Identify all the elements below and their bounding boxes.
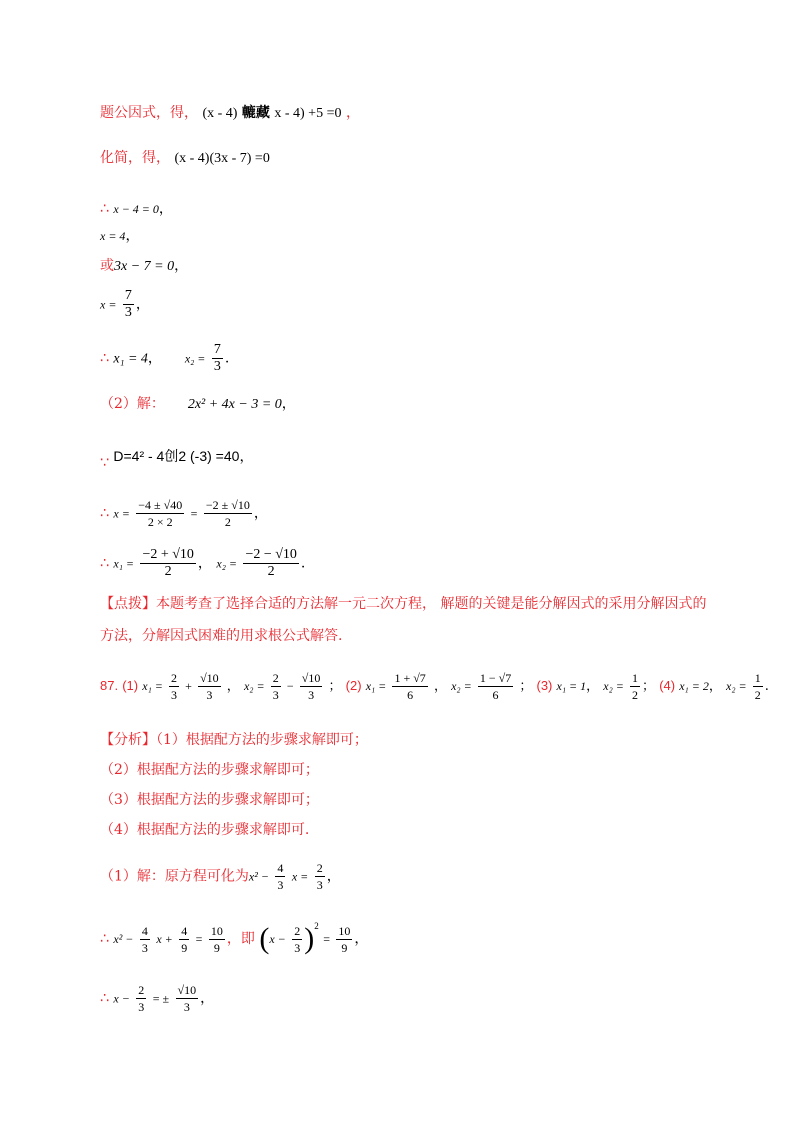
math-expr: x − 4 = 0: [113, 202, 159, 216]
math-expr: (x - 4)(3x - 7) =0: [174, 151, 270, 166]
fraction: $\frac{2}{3}$: [138, 983, 145, 1014]
tip-label: 【点拨】: [100, 596, 156, 612]
step-text: （1）解：原方程可化为: [100, 868, 249, 885]
fraction: $\frac{√10}{3}$: [177, 983, 197, 1014]
math-expr: x₂ =: [726, 679, 747, 693]
line-discriminant: [100, 446, 253, 473]
line-simplify: [100, 148, 270, 169]
therefore-symbol: ∴: [100, 931, 109, 947]
math-expr: (x - 4): [202, 106, 238, 121]
line-quadratic-formula: [100, 497, 268, 530]
line-x-equals-4: [100, 226, 139, 246]
punct: ，: [147, 350, 162, 367]
punct: ，: [200, 990, 215, 1007]
tip-text: 方法，分解因式困难的用求根公式解答.: [100, 628, 343, 644]
math-expr: x −: [269, 932, 286, 946]
math-expr: 3x − 7 = 0: [114, 259, 175, 274]
analysis-item: （1）根据配方法的步骤求解即可；: [156, 732, 368, 748]
line-x-seven-thirds: [100, 288, 150, 321]
line-roots-1: [100, 342, 229, 375]
fraction: $\frac{-2 \pm √10}{2}$: [205, 498, 250, 529]
therefore-symbol: ∴: [100, 350, 109, 367]
part-label: (2): [345, 678, 362, 693]
analysis-line-1: [100, 730, 368, 750]
fraction: $\frac{1}{2}$: [754, 671, 761, 702]
analysis-line-2: [100, 760, 319, 780]
fraction: $\frac{7}{3}$: [213, 342, 221, 374]
analysis-line-3: [100, 790, 319, 810]
line-or-eq: [100, 256, 188, 277]
punct: .: [224, 350, 230, 367]
tip-line-1: [100, 594, 706, 614]
fraction: $\frac{√10}{3}$: [200, 671, 219, 702]
math-expr: x² −: [113, 932, 134, 946]
line-factor-step: [100, 103, 360, 124]
math-expr: x₂ =: [451, 679, 472, 693]
math-expr: x² −: [248, 869, 269, 884]
math-expr: x₂ =: [216, 556, 237, 571]
tip-text: 本题考查了选择合适的方法解一元二次方程， 解题的关键是能分解因式的采用分解因式的: [156, 596, 707, 612]
therefore-symbol: ∴: [100, 990, 109, 1007]
punct: ，: [326, 868, 341, 885]
part-label: (1): [122, 678, 139, 693]
fraction: $\frac{10}{9}$: [338, 923, 351, 955]
exponent: 2: [314, 921, 319, 931]
punct: ，: [197, 555, 212, 572]
punct: ，: [174, 258, 189, 274]
math-expr: 2x² + 4x − 3 = 0: [187, 397, 282, 412]
punct: ，: [281, 396, 296, 412]
because-symbol: ∵: [100, 455, 109, 471]
punct: .: [300, 555, 306, 572]
fraction: $\frac{2}{3}$: [272, 671, 279, 702]
math-expr: x +: [156, 932, 173, 946]
problem-number: 87.: [100, 678, 119, 693]
math-expr: =: [190, 506, 198, 521]
solution-line-2: ∴ x² − $\frac{4}{3}$ x + $\frac{4}{9}$ = $\frac{10}{9}$ ，即 (x − $\frac{2}{3}$ )$^2$ = $\frac{10}{9}$ ，: [100, 921, 369, 955]
part-label: (3): [536, 678, 553, 693]
math-expr: x₁ =: [113, 556, 134, 571]
fraction: $\frac{√10}{3}$: [301, 671, 321, 702]
punct: ，: [345, 105, 360, 121]
solution-line-1: [100, 860, 341, 893]
tip-line-2: [100, 626, 342, 646]
math-expr: x₁ = 2: [679, 679, 709, 693]
fraction: $\frac{7}{3}$: [124, 288, 132, 320]
math-expr: x₁ =: [142, 679, 163, 693]
math-expr: x₂ =: [603, 679, 624, 693]
math-expr: x - 4) +5 =0: [274, 106, 342, 121]
math-expr: x =: [291, 869, 309, 884]
math-expr: x₁ = 4: [113, 351, 148, 367]
analysis-label: 【分析】: [100, 732, 156, 748]
therefore-symbol: ∴: [100, 555, 109, 572]
fraction: $\frac{10}{9}$: [210, 923, 223, 955]
step-text: 化简，得，: [100, 150, 170, 166]
fraction: $\frac{-4 \pm √40}{2 \times 2}$: [138, 498, 183, 529]
fraction: $\frac{4}{3}$: [277, 861, 284, 892]
punct: ，: [239, 449, 254, 465]
math-expr: x₁ = 1: [556, 679, 587, 693]
part-label: (4): [659, 678, 676, 693]
fraction: $\frac{4}{3}$: [141, 923, 148, 955]
punct: ，: [253, 505, 268, 522]
fraction: $\frac{-2 + √10}{2}$: [142, 547, 194, 579]
garbled-glyph: 轆藏: [241, 105, 270, 121]
step-text: 或: [100, 258, 114, 274]
math-expr: x₂ =: [184, 351, 206, 366]
fraction: $\frac{-2 - √10}{2}$: [245, 547, 297, 579]
punct: ，: [354, 931, 369, 947]
punct: ，: [135, 296, 150, 313]
fraction: $\frac{2}{3}$: [316, 861, 323, 892]
analysis-item: （3）根据配方法的步骤求解即可；: [100, 792, 319, 808]
fraction: $\frac{1 - √7}{6}$: [479, 671, 512, 702]
analysis-line-4: [100, 820, 309, 840]
line-roots-2: [100, 547, 305, 580]
math-expr: x −: [113, 991, 130, 1006]
math-expr: x₂ =: [243, 679, 265, 693]
therefore-symbol: ∴: [100, 201, 109, 217]
math-expr: x₁ =: [365, 679, 387, 693]
step-text: （2）解：: [100, 396, 165, 412]
analysis-item: （4）根据配方法的步骤求解即可.: [100, 822, 310, 838]
problem-87-answers: 87. (1) x₁ = $\frac{2}{3}$ + $\frac{√10}{3}$ ， x₂ = $\frac{2}{3}$ − $\frac{√10}{3}$ ； (2) x₁ = $\frac{1 + √7}{6}$ ， x₂ = $\frac{1 - √7}{6}$ ； (3) x₁ = 1， x₂ = $\frac{1}{2}$ ； (4) x₁ = 2， x₂ = $\frac{1}{2}$ .: [100, 671, 769, 702]
fraction: $\frac{2}{3}$: [294, 923, 301, 955]
math-expr: x = 4: [100, 229, 126, 243]
line-root-eq1: [100, 199, 173, 219]
solution-line-3: ∴ x − $\frac{2}{3}$ = ± $\frac{√10}{3}$ ，: [100, 983, 215, 1014]
math-expr: x =: [113, 506, 130, 521]
analysis-item: （2）根据配方法的步骤求解即可；: [100, 762, 319, 778]
line-part2-eq: [100, 394, 296, 415]
step-text: ，即: [226, 931, 255, 947]
fraction: $\frac{4}{9}$: [181, 923, 188, 955]
step-text: 题公因式，得，: [100, 105, 198, 121]
fraction: $\frac{1}{2}$: [632, 671, 639, 702]
punct: ，: [158, 201, 173, 217]
punct: ，: [125, 228, 140, 244]
math-expr: D=4² - 4创2 (-3) =40: [113, 448, 240, 464]
math-expr: x =: [100, 297, 117, 312]
fraction: $\frac{2}{3}$: [171, 671, 177, 702]
therefore-symbol: ∴: [100, 505, 109, 522]
fraction: $\frac{1 + √7}{6}$: [394, 671, 426, 702]
